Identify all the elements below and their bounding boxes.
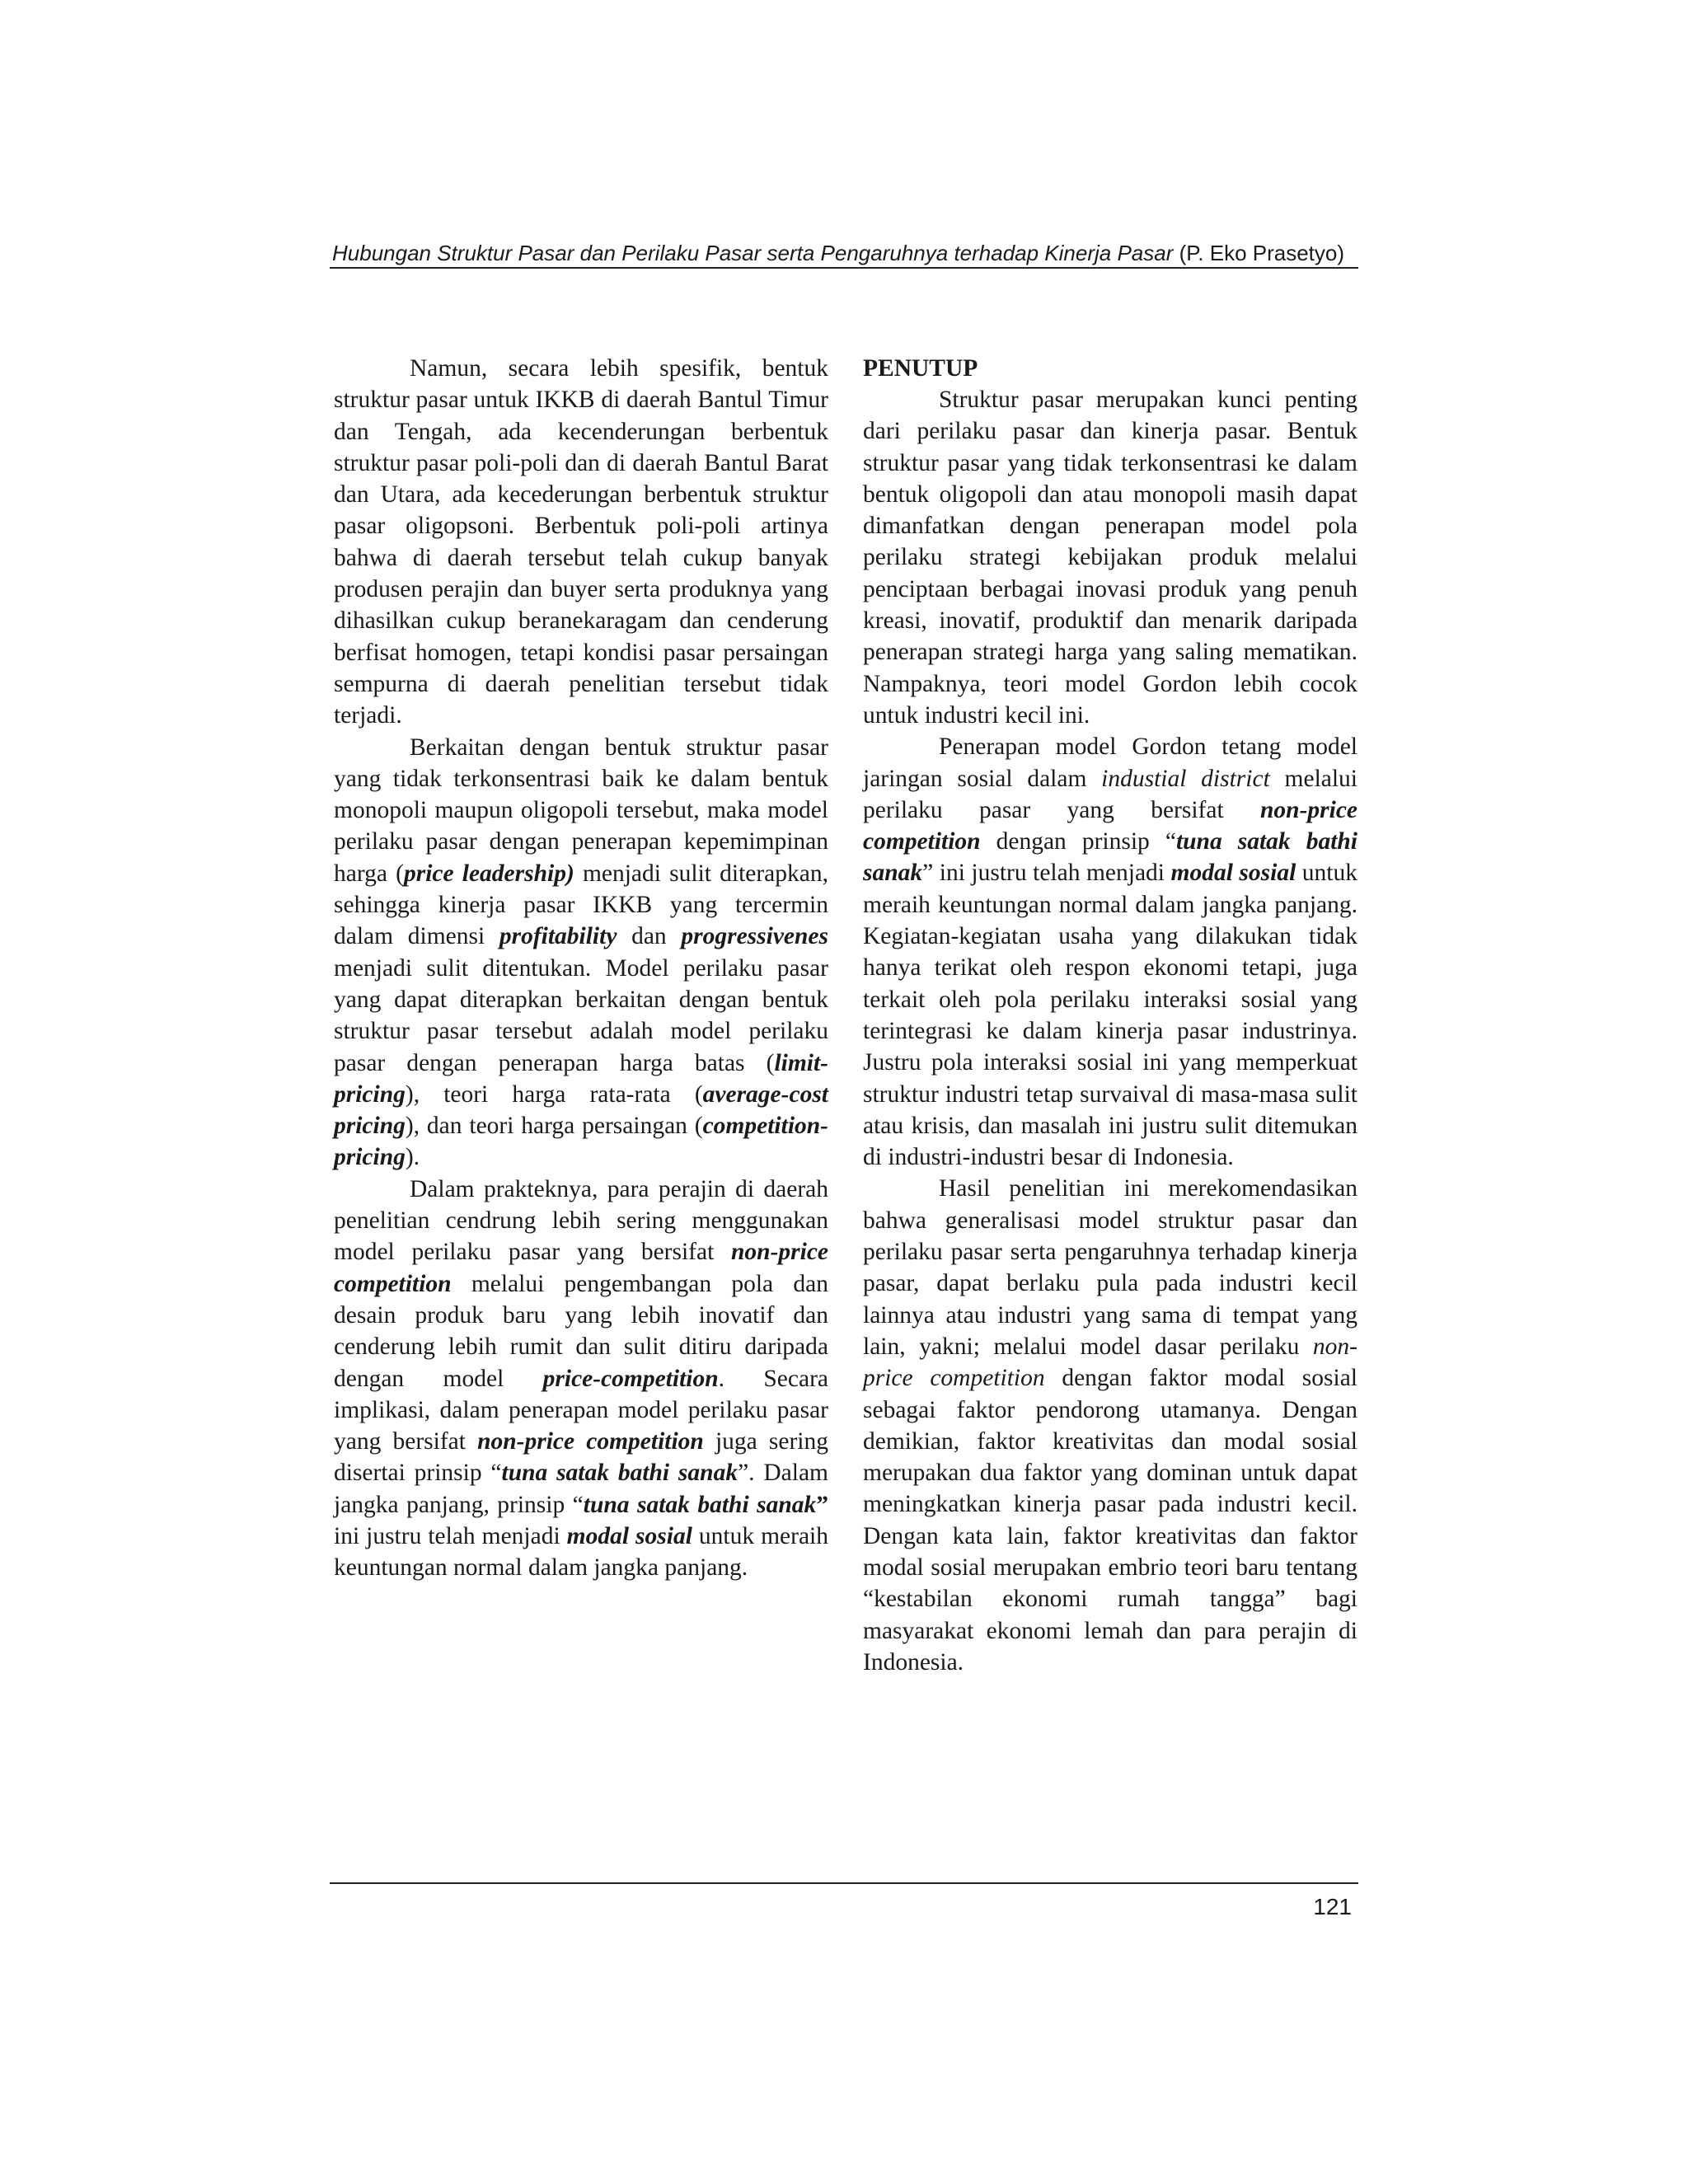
text-run: ” ini justru telah menjadi xyxy=(922,860,1171,887)
text-run: menjadi sulit ditentukan. Model perilaku pasar yang dapat diterapkan berkaitan dengan bentuk struktur pasar tersebut adalah model perilaku pasar dengan penerapan harga batas ( xyxy=(334,954,828,1076)
emphasis-run: tuna satak bathi sanak xyxy=(583,1491,817,1518)
text-run: ). xyxy=(405,1144,420,1171)
running-header xyxy=(332,239,1354,267)
text-run: untuk meraih keuntungan normal dalam jangka panjang. Kegiatan-kegiatan usaha yang dilakukan tidak hanya terikat oleh respon ekonomi tetapi, juga terkait oleh pola perilaku interaksi sosial yang terintegrasi ke dalam kinerja pasar industrinya. Justru pola interaksi sosial ini yang memperkuat struktur industri tetap survaival di masa-masa sulit atau krisis, dan masalah ini justru sulit ditemukan di industri-industri besar di Indonesia. xyxy=(863,860,1357,1171)
left-column xyxy=(334,353,828,1584)
text-run: ), dan teori harga persaingan ( xyxy=(405,1113,703,1140)
text-run: dengan prinsip “ xyxy=(980,828,1176,855)
text-run: Berkaitan dengan bentuk struktur pasar yang tidak terkonsentrasi baik ke dalam bentuk monopoli maupun oligopoli tersebut, maka model perilaku pasar dengan penerapan kepemimpinan harga ( xyxy=(334,733,828,887)
emphasis-run: tuna satak bathi sanak xyxy=(501,1460,738,1487)
emphasis-run: limit-pricing xyxy=(334,1049,828,1108)
emphasis-run: progressivenes xyxy=(681,923,828,950)
emphasis-run: competition-pricing xyxy=(334,1113,828,1171)
emphasis-run: price leadership) xyxy=(403,860,574,887)
text-run: melalui perilaku pasar yang bersifat xyxy=(863,765,1357,823)
emphasis-run: profitability xyxy=(499,923,617,950)
left-paragraph-2 xyxy=(334,732,828,1174)
text-run: melalui pengembangan pola dan desain produk baru yang lebih inovatif dan cenderung lebih rumit dan sulit ditiru daripada dengan model xyxy=(334,1270,828,1392)
emphasis-run: price-competition xyxy=(542,1365,719,1392)
text-run: dengan faktor modal sosial sebagai faktor pendorong utamanya. Dengan demikian, faktor kreativitas dan modal sosial merupakan dua faktor yang dominan untuk dapat meningkatkan kinerja pasar pada industri kecil. Dengan kata lain, faktor kreativitas dan faktor modal sosial merupakan embrio teori baru tentang “kestabilan ekonomi rumah tangga” bagi masyarakat ekonomi lemah dan para perajin di Indonesia. xyxy=(863,1365,1358,1675)
text-run: ini justru telah menjadi xyxy=(334,1522,567,1549)
header-author: (P. Eko Prasetyo) xyxy=(1179,241,1345,265)
footer-rule xyxy=(330,1882,1358,1884)
text-run: juga sering disertai prinsip “ xyxy=(334,1428,828,1487)
italic-run: non-price competition xyxy=(863,1333,1357,1392)
header-rule xyxy=(330,267,1358,269)
text-run: . Secara implikasi, dalam penerapan model perilaku pasar yang bersifat xyxy=(334,1365,828,1455)
left-paragraph-1: Namun, secara lebih spesifik, bentuk struktur pasar untuk IKKB di daerah Bantul Timur dan Tengah, ada kecenderungan berbentuk struktur pasar poli-poli dan di daerah Bantul Barat dan Utara, ada kecederungan berbentuk struktur pasar oligopsoni. Berbentuk poli-poli artinya bahwa di daerah tersebut telah cukup banyak produsen perajin dan buyer serta produknya yang dihasilkan cukup beranekaragam dan cenderung berfisat homogen, tetapi kondisi pasar persaingan sempurna di daerah penelitian tersebut tidak terjadi. xyxy=(334,355,828,729)
emphasis-run: tuna satak bathi sanak xyxy=(863,828,1358,887)
right-paragraph-1: Struktur pasar merupakan kunci penting dari perilaku pasar dan kinerja pasar. Bentuk struktur pasar yang tidak terkonsentrasi ke dalam bentuk oligopoli dan atau monopoli masih dapat dimanfatkan dengan penerapan model pola perilaku strategi kebijakan produk melalui penciptaan berbagai inovasi produk yang penuh kreasi, inovatif, produktif dan menarik daripada penerapan strategi harga yang saling mematikan. Nampaknya, teori model Gordon lebih cocok untuk industri kecil ini. xyxy=(863,387,1357,729)
text-run: Penerapan model Gordon tetang model jaringan sosial dalam xyxy=(863,733,1357,792)
italic-run: industial district xyxy=(1101,765,1270,792)
text-run: Dalam prakteknya, para perajin di daerah penelitian cendrung lebih sering menggunakan model perilaku pasar yang bersifat xyxy=(334,1175,828,1266)
page-number: 121 xyxy=(1313,1894,1352,1919)
emphasis-run: non-price competition xyxy=(334,1239,828,1297)
emphasis-run: modal sosial xyxy=(1170,860,1296,887)
right-paragraph-3 xyxy=(863,1173,1357,1678)
text-run: ), teori harga rata-rata ( xyxy=(405,1080,703,1108)
section-heading-penutup: PENUTUP xyxy=(863,355,978,382)
bold-run: ” xyxy=(816,1491,828,1518)
emphasis-run: non-price competition xyxy=(477,1428,704,1455)
emphasis-run: non-price competition xyxy=(863,796,1357,855)
header-title: Hubungan Struktur Pasar dan Perilaku Pasar serta Pengaruhnya terhadap Kinerja Pasar xyxy=(332,241,1174,265)
text-run: untuk meraih keuntungan normal dalam jangka panjang. xyxy=(334,1522,829,1582)
text-run: dan xyxy=(617,923,682,950)
text-run: menjadi sulit diterapkan, sehingga kinerja pasar IKKB yang tercermin dalam dimensi xyxy=(334,860,828,950)
text-run: ”. Dalam jangka panjang, prinsip “ xyxy=(334,1460,828,1518)
left-paragraph-3 xyxy=(334,1174,828,1584)
text-run: Hasil penelitian ini merekomendasikan bahwa generalisasi model struktur pasar dan perilaku pasar serta pengaruhnya terhadap kinerja pasar, dapat berlaku pula pada industri kecil lainnya atau industri yang sama di tempat yang lain, yakni; melalui model dasar perilaku xyxy=(863,1175,1357,1360)
emphasis-run: average-cost pricing xyxy=(334,1080,828,1140)
emphasis-run: modal sosial xyxy=(566,1522,692,1549)
right-column xyxy=(863,353,1357,1678)
right-paragraph-2 xyxy=(863,731,1357,1173)
